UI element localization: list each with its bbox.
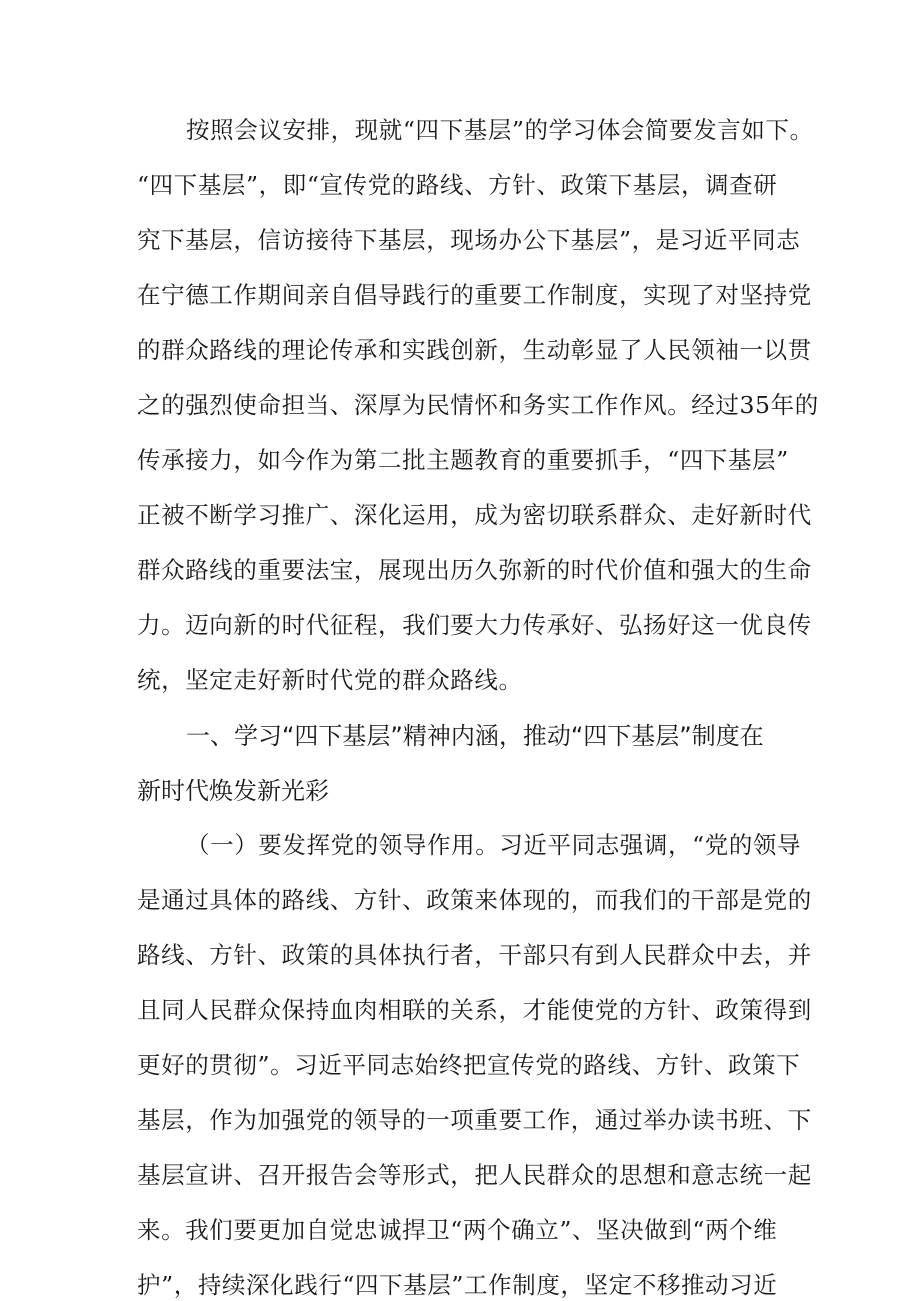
text-line: 力。迈向新的时代征程，我们要大力传承好、弘扬好这一优良传 xyxy=(137,611,812,639)
text-line: 群众路线的重要法宝，展现出历久弥新的时代价值和强大的生命 xyxy=(137,556,812,584)
text-line: 且同人民群众保持血肉相联的关系，才能使党的方针、政策得到 xyxy=(137,996,812,1024)
text-line: 基层，作为加强党的领导的一项重要工作，通过举办读书班、下 xyxy=(137,1106,812,1134)
text-line: （一）要发挥党的领导作用。习近平同志强调，“党的领导 xyxy=(186,831,802,859)
text-line: 更好的贯彻”。习近平同志始终把宣传党的路线、方针、政策下 xyxy=(137,1051,801,1079)
text-line: 来。我们要更加自觉忠诚捍卫“两个确立”、坚决做到“两个维 xyxy=(137,1216,778,1244)
text-line: 护”，持续深化践行“四下基层”工作制度，坚定不移推动习近 xyxy=(137,1271,778,1299)
heading-line: 新时代焕发新光彩 xyxy=(137,777,329,805)
text-line: 基层宣讲、召开报告会等形式，把人民群众的思想和意志统一起 xyxy=(137,1161,812,1189)
text-line: 之的强烈使命担当、深厚为民情怀和务实工作作风。经过35年的 xyxy=(137,391,819,419)
text-line: “四下基层”，即“宣传党的路线、方针、政策下基层，调查研 xyxy=(137,171,778,199)
text-line: 在宁德工作期间亲自倡导践行的重要工作制度，实现了对坚持党 xyxy=(137,281,812,309)
text-line: 传承接力，如今作为第二批主题教育的重要抓手，“四下基层” xyxy=(137,446,789,474)
heading-line: 一、学习“四下基层”精神内涵，推动“四下基层”制度在 xyxy=(186,722,764,750)
text-line: 是通过具体的路线、方针、政策来体现的，而我们的干部是党的 xyxy=(137,886,812,914)
text-line: 正被不断学习推广、深化运用，成为密切联系群众、走好新时代 xyxy=(137,501,812,529)
text-line: 统，坚定走好新时代党的群众路线。 xyxy=(137,666,523,694)
text-line: 究下基层，信访接待下基层，现场办公下基层”，是习近平同志 xyxy=(137,226,801,254)
text-line: 按照会议安排，现就“四下基层”的学习体会简要发言如下。 xyxy=(186,116,814,144)
text-line: 的群众路线的理论传承和实践创新，生动彰显了人民领袖一以贯 xyxy=(137,336,812,364)
text-line: 路线、方针、政策的具体执行者，干部只有到人民群众中去，并 xyxy=(137,941,812,969)
